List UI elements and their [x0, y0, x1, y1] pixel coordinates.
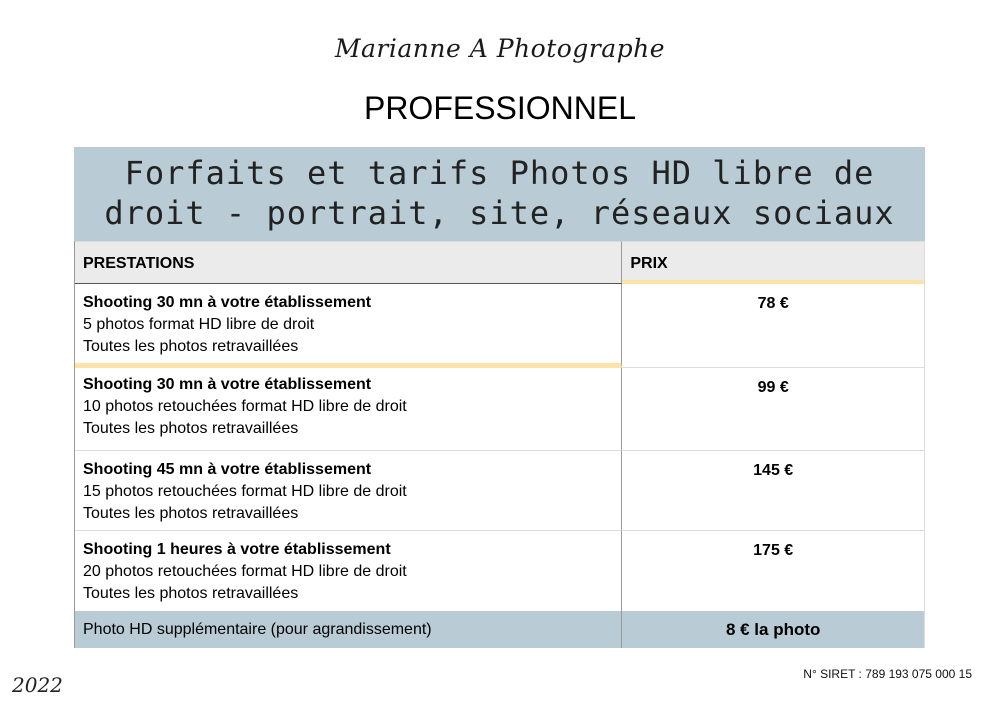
service-detail: 20 photos retouchées format HD libre de droit	[83, 563, 407, 580]
table-header-row	[75, 241, 924, 284]
column-header-prix: PRIX	[622, 241, 924, 284]
column-header-prestations: PRESTATIONS	[75, 241, 622, 284]
document-year: 2022	[12, 673, 63, 697]
service-price: 99 €	[622, 368, 924, 451]
table-row	[75, 531, 924, 611]
siret-number: N° SIRET : 789 193 075 000 15	[803, 667, 972, 681]
table-row	[75, 451, 924, 531]
service-description	[75, 368, 622, 451]
banner-line-1: Forfaits et tarifs Photos HD libre de	[124, 154, 875, 192]
offer-banner	[74, 147, 925, 241]
page-title: PROFESSIONNEL	[363, 90, 637, 126]
service-description	[75, 531, 622, 611]
extra-photo-label: Photo HD supplémentaire (pour agrandissement)	[75, 611, 622, 648]
service-note: Toutes les photos retravaillées	[83, 338, 299, 355]
service-title: Shooting 1 heures à votre établissement	[83, 541, 391, 558]
pricing-table	[74, 241, 925, 648]
brand-name: Marianne A Photographe	[334, 34, 666, 63]
service-note: Toutes les photos retravaillées	[83, 420, 299, 437]
service-note: Toutes les photos retravaillées	[83, 585, 299, 602]
service-note: Toutes les photos retravaillées	[83, 505, 299, 522]
service-detail: 15 photos retouchées format HD libre de droit	[83, 483, 407, 500]
service-price: 175 €	[753, 542, 794, 559]
service-title: Shooting 45 mn à votre établissement	[83, 461, 372, 478]
service-title: Shooting 30 mn à votre établissement	[83, 376, 372, 393]
table-footer-row	[75, 611, 924, 648]
table-row	[75, 368, 924, 451]
service-description	[75, 284, 622, 368]
service-detail: 10 photos retouchées format HD libre de droit	[83, 398, 407, 415]
extra-photo-price: 8 € la photo	[725, 620, 821, 639]
service-price: 78 €	[622, 284, 924, 368]
service-description	[75, 451, 622, 531]
service-detail: 5 photos format HD libre de droit	[83, 316, 315, 333]
service-price: 145 €	[622, 451, 924, 531]
banner-line-2: droit - portrait, site, réseaux sociaux	[104, 194, 895, 232]
table-row	[75, 284, 924, 368]
service-title: Shooting 30 mn à votre établissement	[83, 294, 372, 311]
